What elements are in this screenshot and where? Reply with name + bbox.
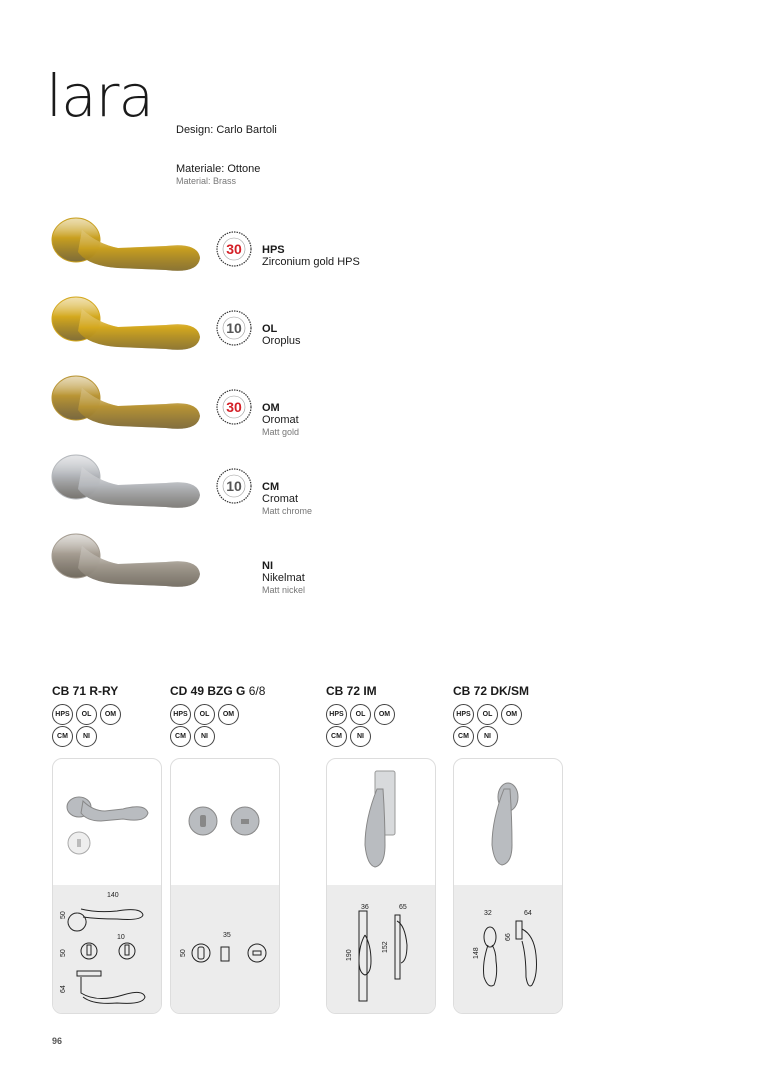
finish-chip: CM (326, 726, 347, 747)
lever-handle-image (48, 295, 208, 355)
model-code (170, 684, 265, 698)
finish-chip-group (170, 704, 250, 750)
finish-text (262, 481, 312, 517)
finish-text (262, 244, 360, 268)
finish-chip: OM (100, 704, 121, 725)
finish-chip: NI (477, 726, 498, 747)
lever-handle-image (48, 453, 208, 513)
model-code (52, 684, 132, 698)
finish-name: Oroplus (262, 335, 301, 347)
finish-subtitle: Matt nickel (262, 585, 306, 595)
finish-chip-group (453, 704, 533, 750)
model-code-main: CB 71 R-RY (52, 684, 119, 698)
finish-chip: CM (170, 726, 191, 747)
dimension-label: 36 (361, 904, 369, 911)
finish-name: Oromat (262, 414, 299, 426)
model-code-main: CB 72 DK/SM (453, 684, 530, 698)
finish-chip: OL (194, 704, 215, 725)
model-card (453, 758, 563, 1014)
technical-drawing (454, 885, 562, 1013)
finish-chip-group (52, 704, 132, 750)
finish-item (0, 216, 420, 294)
finish-name: Cromat (262, 493, 299, 505)
finish-chip: OM (374, 704, 395, 725)
model-header (453, 684, 533, 750)
finish-subtitle: Matt chrome (262, 506, 313, 516)
dimension-label: 66 (505, 933, 512, 941)
model-code-main: CB 72 IM (326, 684, 377, 698)
finish-chip: CM (453, 726, 474, 747)
finish-chip: HPS (52, 704, 73, 725)
warranty-years: 10 (226, 478, 242, 494)
dimension-label: 50 (180, 949, 187, 957)
finish-code: OM (262, 402, 280, 414)
finish-text (262, 402, 299, 438)
finish-chip: OL (76, 704, 97, 725)
model-header (52, 684, 132, 750)
finish-chip: HPS (453, 704, 474, 725)
collection-title: lara (46, 62, 154, 130)
model-header (326, 684, 406, 750)
dimension-label: 64 (524, 910, 532, 917)
dimension-label: 50 (60, 911, 67, 919)
product-image (327, 759, 435, 885)
finish-chip: NI (194, 726, 215, 747)
material-info (176, 163, 260, 187)
model-card (52, 758, 162, 1014)
model-card (326, 758, 436, 1014)
finish-chip: HPS (326, 704, 347, 725)
finish-chip: OL (350, 704, 371, 725)
warranty-badge-icon (215, 467, 253, 505)
lever-handle-image (48, 532, 208, 592)
model-code-main: CD 49 BZG G (170, 684, 246, 698)
technical-drawing (53, 885, 161, 1013)
finish-code: CM (262, 481, 280, 493)
finish-item (0, 532, 420, 610)
finish-chip: OM (218, 704, 239, 725)
dimension-label: 64 (60, 985, 67, 993)
finish-chip: NI (350, 726, 371, 747)
dimension-label: 190 (346, 949, 353, 961)
finish-chip-group (326, 704, 406, 750)
page-number: 96 (52, 1036, 63, 1046)
dimension-label: 140 (107, 892, 119, 899)
model-code (453, 684, 533, 698)
finish-item (0, 453, 420, 531)
finish-chip: CM (52, 726, 73, 747)
dimension-label: 35 (223, 932, 231, 939)
finish-chip: OM (501, 704, 522, 725)
finish-name: Nikelmat (262, 572, 305, 584)
dimension-label: 32 (484, 910, 492, 917)
warranty-years: 10 (226, 320, 242, 336)
warranty-badge-icon (215, 230, 253, 268)
model-header (170, 684, 265, 750)
finish-code: NI (262, 560, 273, 572)
technical-drawing (171, 885, 279, 1013)
finish-subtitle: Matt gold (262, 427, 300, 437)
finish-code: HPS (262, 244, 285, 256)
product-image (53, 759, 161, 885)
lever-handle-image (48, 216, 208, 276)
material-label-en: Material: Brass (176, 176, 237, 186)
material-label: Materiale: Ottone (176, 163, 261, 175)
finish-item (0, 374, 420, 452)
lever-handle-image (48, 374, 208, 434)
dimension-label: 152 (382, 941, 389, 953)
warranty-badge-icon (215, 309, 253, 347)
dimension-label: 148 (473, 947, 480, 959)
dimension-label: 10 (117, 934, 125, 941)
model-code-suffix: 6/8 (245, 684, 266, 698)
product-image (171, 759, 279, 885)
finish-code: OL (262, 323, 278, 335)
dimension-label: 50 (60, 949, 67, 957)
technical-drawing (327, 885, 435, 1013)
finish-text (262, 560, 305, 596)
finish-chip: OL (477, 704, 498, 725)
dimension-label: 65 (399, 904, 407, 911)
warranty-years: 30 (226, 399, 242, 415)
model-card (170, 758, 280, 1014)
product-image (454, 759, 562, 885)
finish-name: Zirconium gold HPS (262, 256, 360, 268)
finish-text (262, 323, 301, 347)
model-code (326, 684, 406, 698)
designer-credit: Design: Carlo Bartoli (176, 124, 277, 136)
finish-item (0, 295, 420, 373)
warranty-years: 30 (226, 241, 242, 257)
finish-chip: HPS (170, 704, 191, 725)
finish-chip: NI (76, 726, 97, 747)
warranty-badge-icon (215, 388, 253, 426)
